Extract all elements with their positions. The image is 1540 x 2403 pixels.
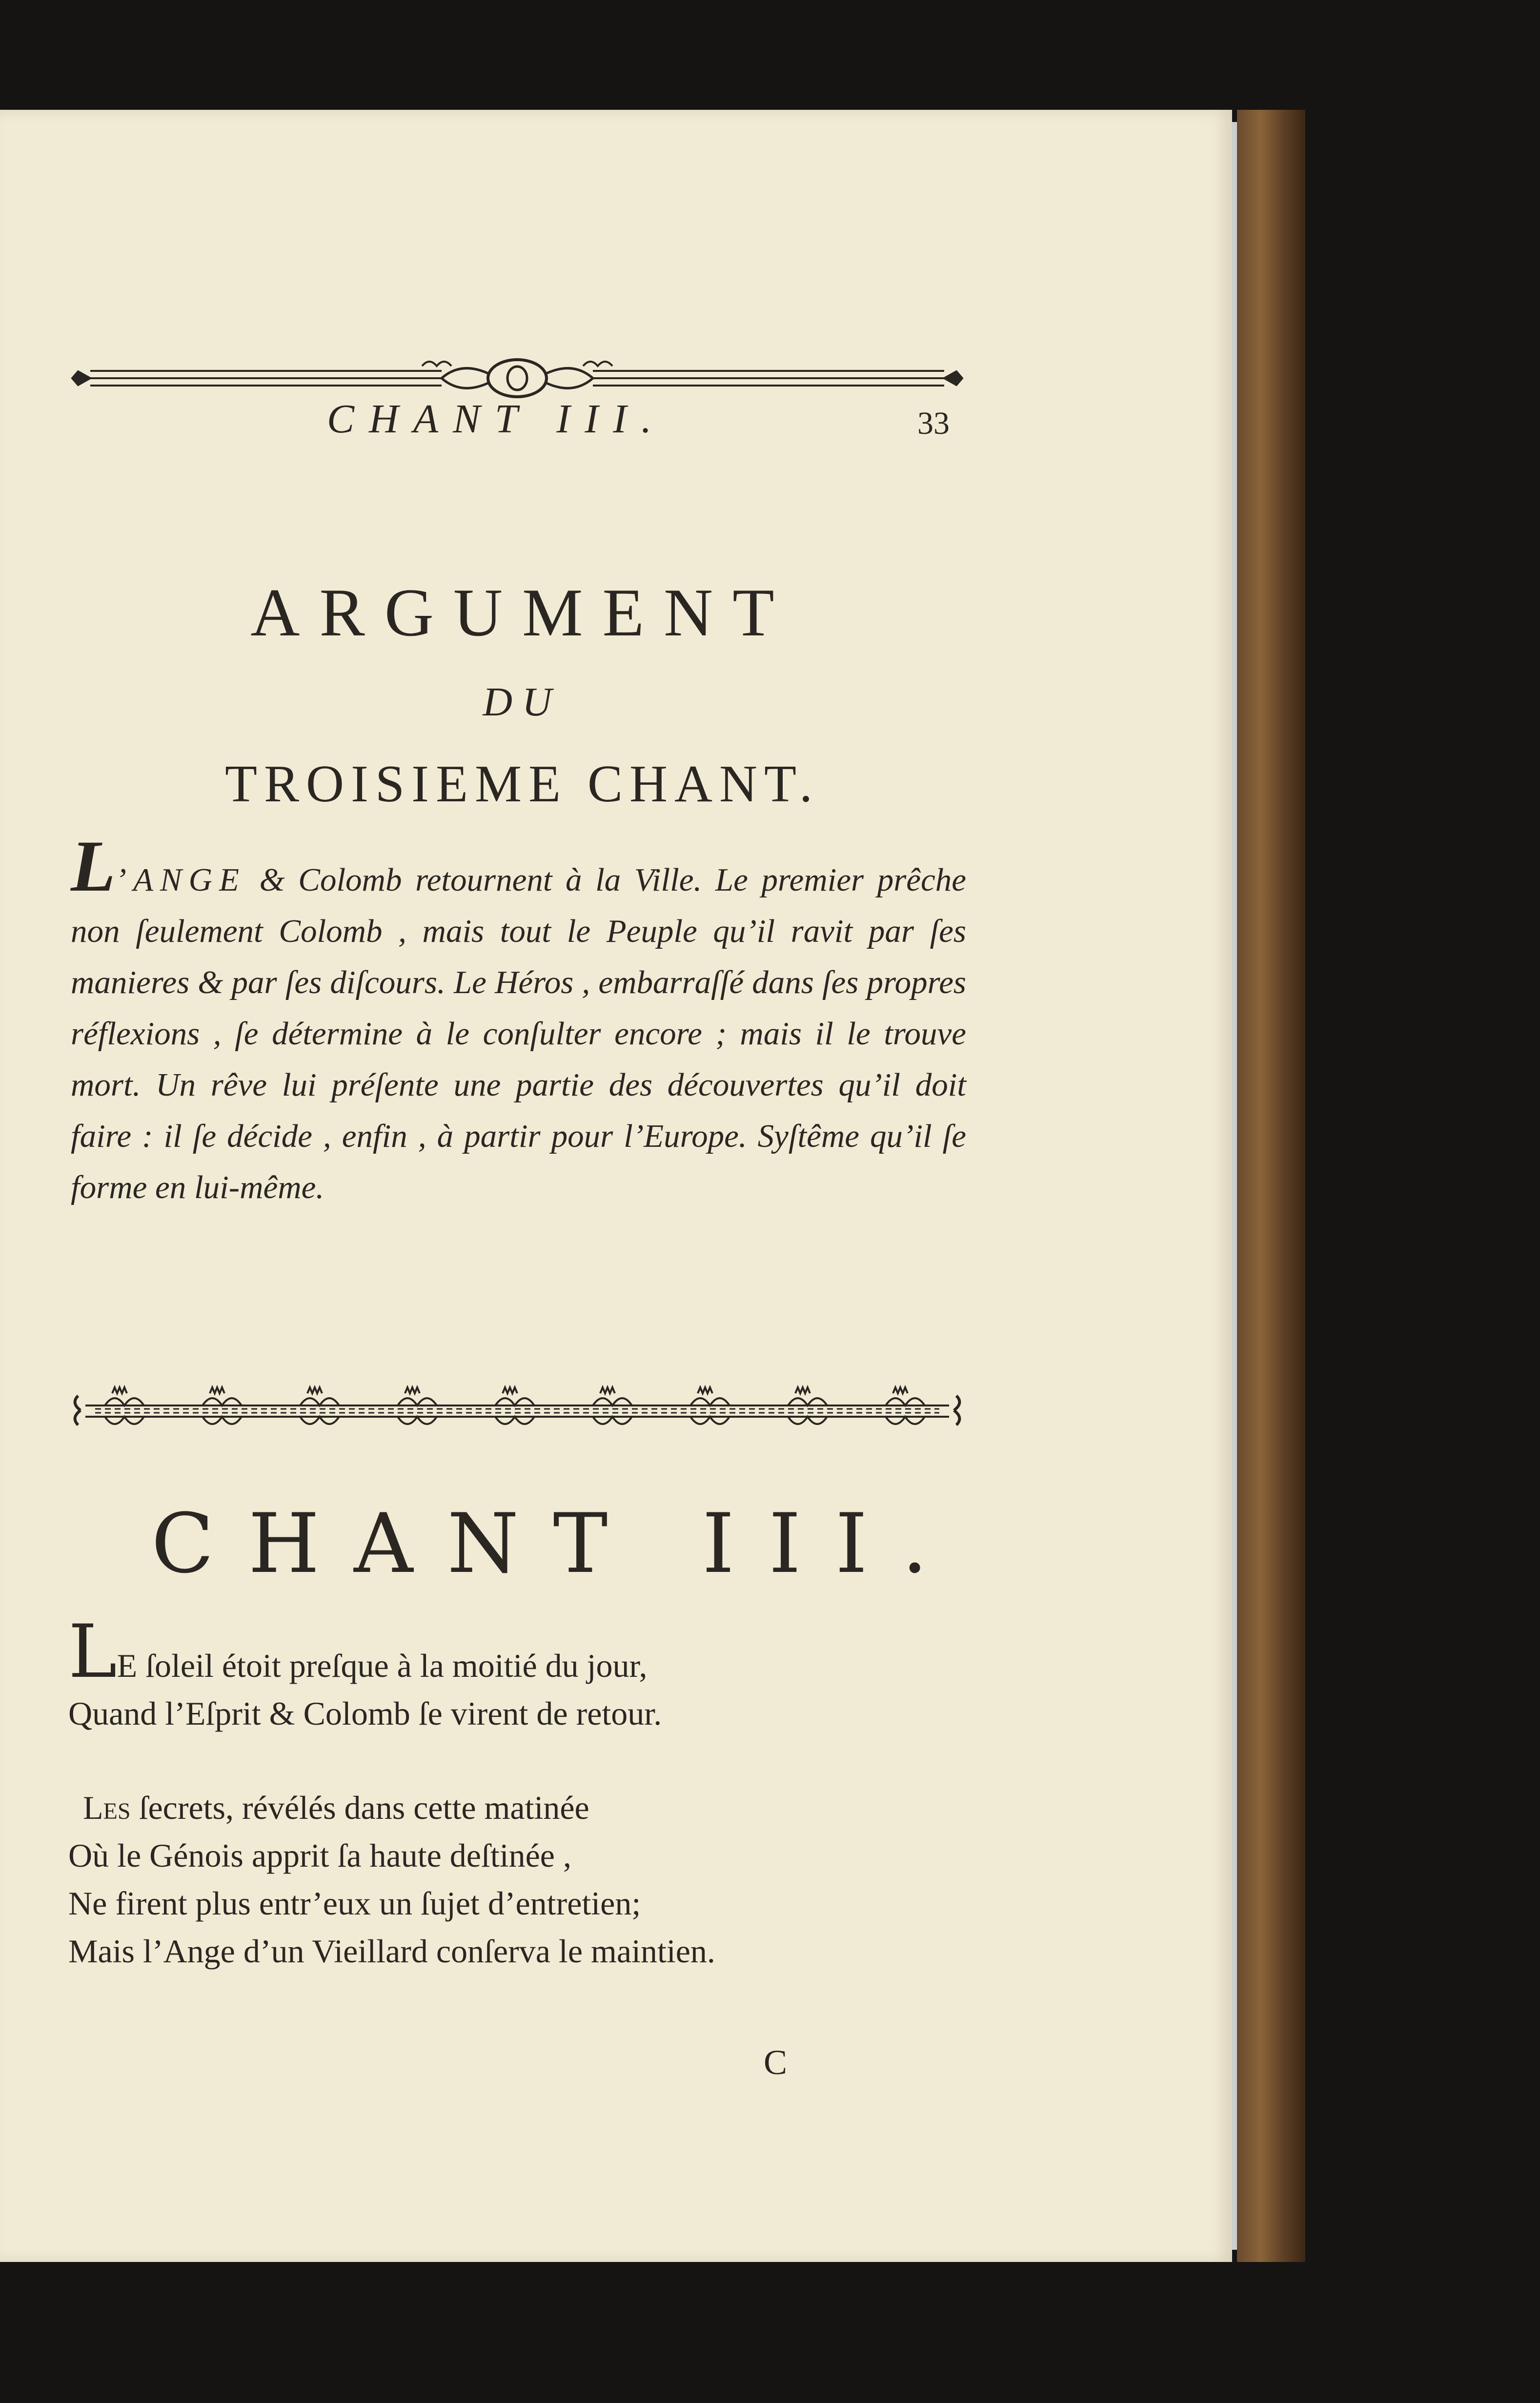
signature-mark: C	[764, 2043, 788, 2082]
page-number: 33	[917, 406, 950, 441]
verse-line	[68, 1784, 995, 1832]
verse-drop-cap: L	[68, 1609, 117, 1694]
book-page	[0, 110, 1232, 2262]
verse-line: Mais l’Ange d’un Vieillard conſerva le maintien.	[68, 1933, 715, 1970]
verse-line	[68, 1609, 995, 1694]
verse-line: Ne firent plus entr’eux un ſujet d’entretien;	[68, 1885, 641, 1922]
running-head-title: CHANT III.	[327, 396, 667, 442]
verse-line: Où le Génois apprit ſa haute deſtinée ,	[68, 1837, 571, 1874]
chant-heading: CHANT III.	[151, 1496, 962, 1591]
middle-ornament-rule	[66, 1384, 969, 1437]
argument-drop-cap: L	[71, 826, 116, 907]
argument-text	[71, 826, 966, 1213]
book-cover-edge	[1237, 110, 1305, 2262]
verse-smallcaps: Les	[83, 1789, 131, 1826]
argument-lead: ’ANGE	[115, 862, 246, 898]
verse-line: Quand l’Eſprit & Colomb ſe virent de retour.	[68, 1695, 662, 1732]
argument-heading: ARGUMENT	[250, 575, 794, 651]
argument-body: & Colomb retournent à la Ville. Le premier prêche non ſeulement Colomb , mais tout le Peuple qu’il ravit par ſes manieres & par ſes diſcours. Le Héros , embarraſſé dans ſes propres réflexions , ſe détermine à le conſulter encore ; mais il le trouve mort. Un rêve lui préſente une partie des découvertes qu’il doit faire : il ſe décide , enfin , à partir pour l’Europe. Syſtême qu’il ſe forme en lui-même.	[71, 862, 966, 1205]
verse-line-text: E ſoleil étoit preſque à la moitié du jour,	[117, 1647, 648, 1684]
verse-line-text: ſecrets, révélés dans cette matinée	[130, 1789, 589, 1826]
top-ornament-rule	[71, 356, 964, 400]
verse-block	[68, 1609, 995, 1975]
argument-heading-troisieme: TROISIEME CHANT.	[225, 755, 819, 813]
argument-heading-du: DU	[483, 679, 562, 725]
